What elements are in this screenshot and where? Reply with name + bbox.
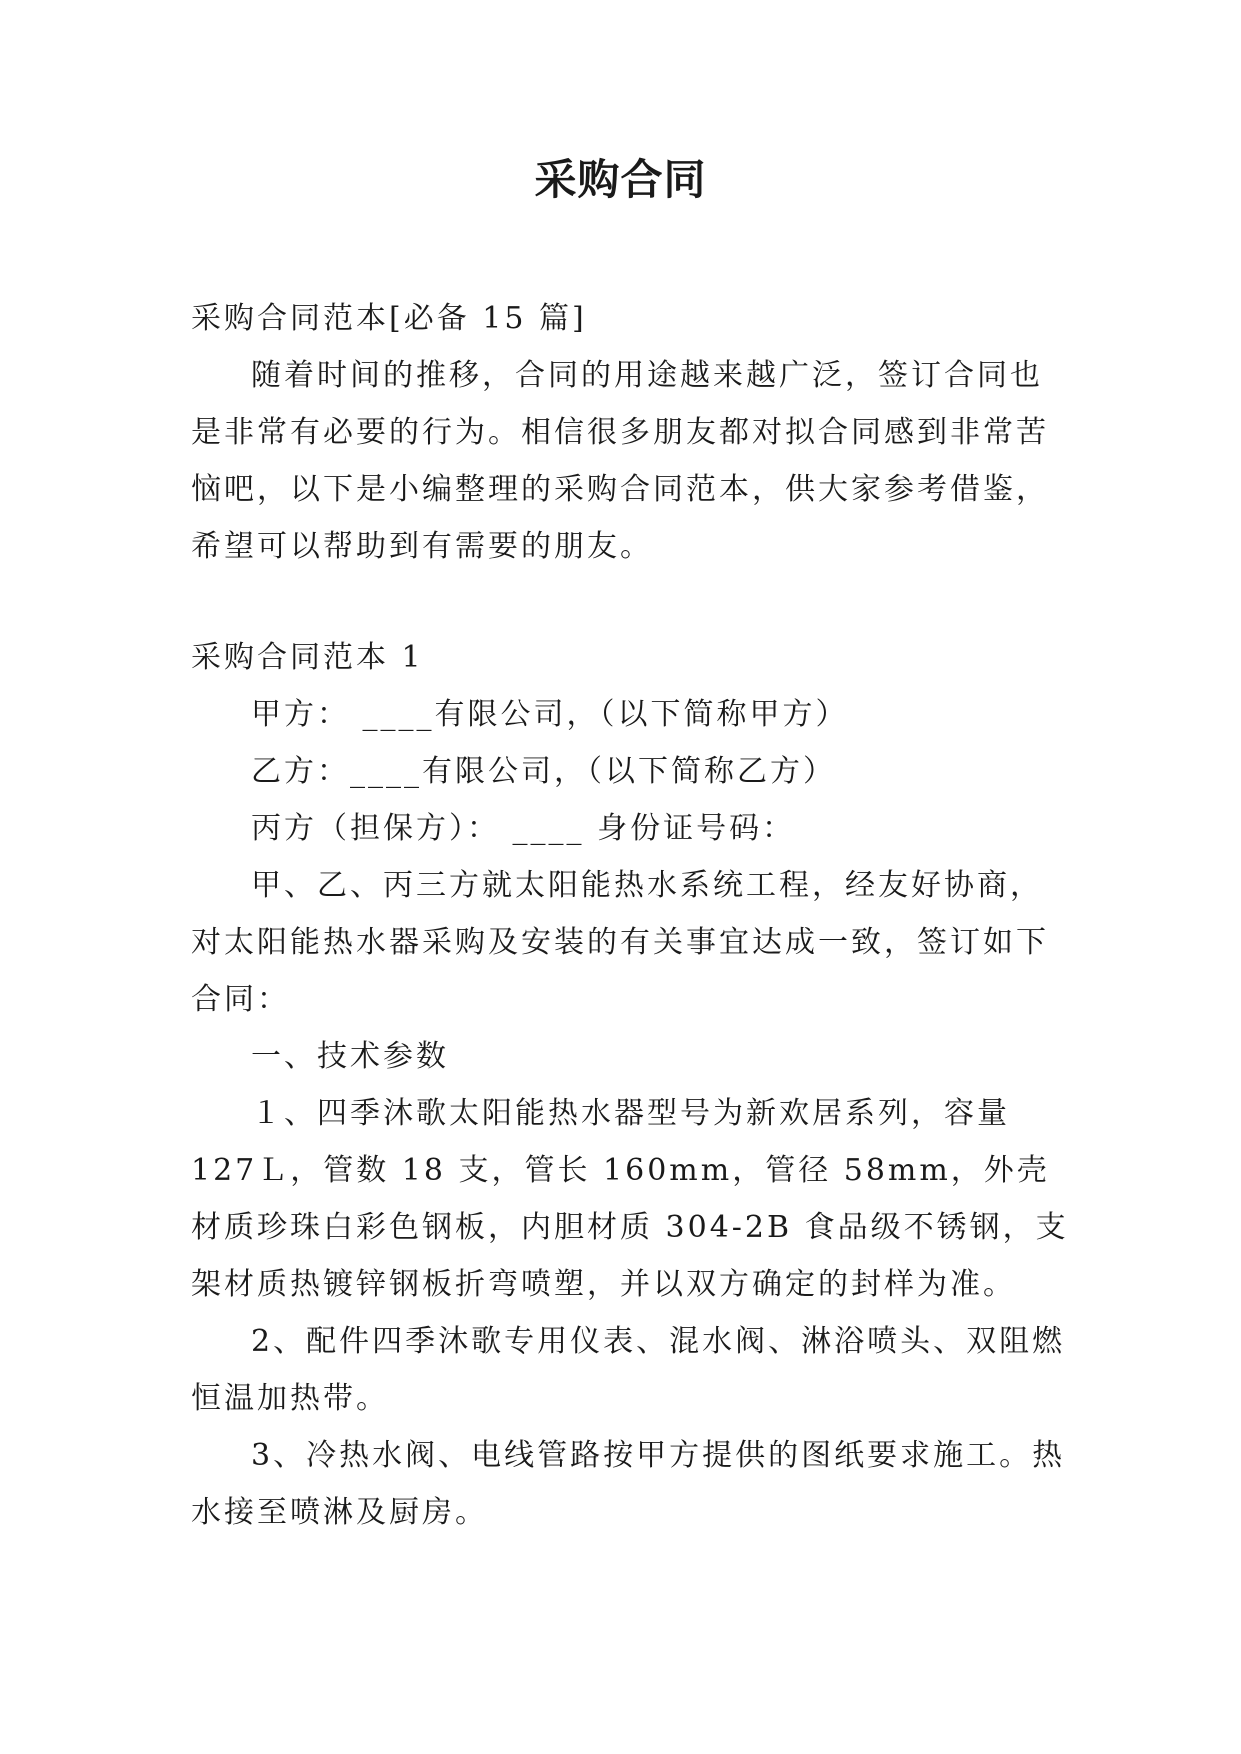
clause-heading-technical: 一、技术参数 bbox=[251, 1039, 449, 1074]
party-b-line: 乙方：____有限公司，（以下简称乙方） bbox=[251, 754, 836, 789]
party-c-line: 丙方（担保方）： ____ 身份证号码： bbox=[251, 811, 796, 846]
document-subtitle: 采购合同范本[必备 15 篇] bbox=[191, 301, 587, 336]
clause-item-3: 3、冷热水阀、电线管路按甲方提供的图纸要求施工。热水接至喷淋及厨房。 bbox=[191, 1438, 1066, 1530]
document-body bbox=[191, 290, 1071, 1541]
document-title: 采购合同 bbox=[534, 155, 707, 204]
clause-item-1: １、四季沐歌太阳能热水器型号为新欢居系列，容量 127Ｌ，管数 18 支，管长 160mm，管径 58mm，外壳材质珍珠白彩色钢板，内胆材质 304-2B 食品级不锈钢，支架材质热镀锌钢板折弯喷塑，并以双方确定的封样为准。 bbox=[191, 1096, 1069, 1302]
intro-paragraph: 随着时间的推移，合同的用途越来越广泛，签订合同也是非常有必要的行为。相信很多朋友都对拟合同感到非常苦恼吧，以下是小编整理的采购合同范本，供大家参考借鉴，希望可以帮助到有需要的朋友。 bbox=[191, 358, 1049, 564]
clause-item-2: 2、配件四季沐歌专用仪表、混水阀、淋浴喷头、双阻燃恒温加热带。 bbox=[191, 1324, 1066, 1416]
agreement-paragraph: 甲、乙、丙三方就太阳能热水系统工程，经友好协商，对太阳能热水器采购及安装的有关事宜达成一致，签订如下合同： bbox=[191, 868, 1049, 1017]
section-spacer bbox=[191, 575, 1071, 629]
section-heading: 采购合同范本 1 bbox=[191, 640, 424, 675]
party-a-line: 甲方： ____有限公司，（以下简称甲方） bbox=[251, 697, 849, 732]
